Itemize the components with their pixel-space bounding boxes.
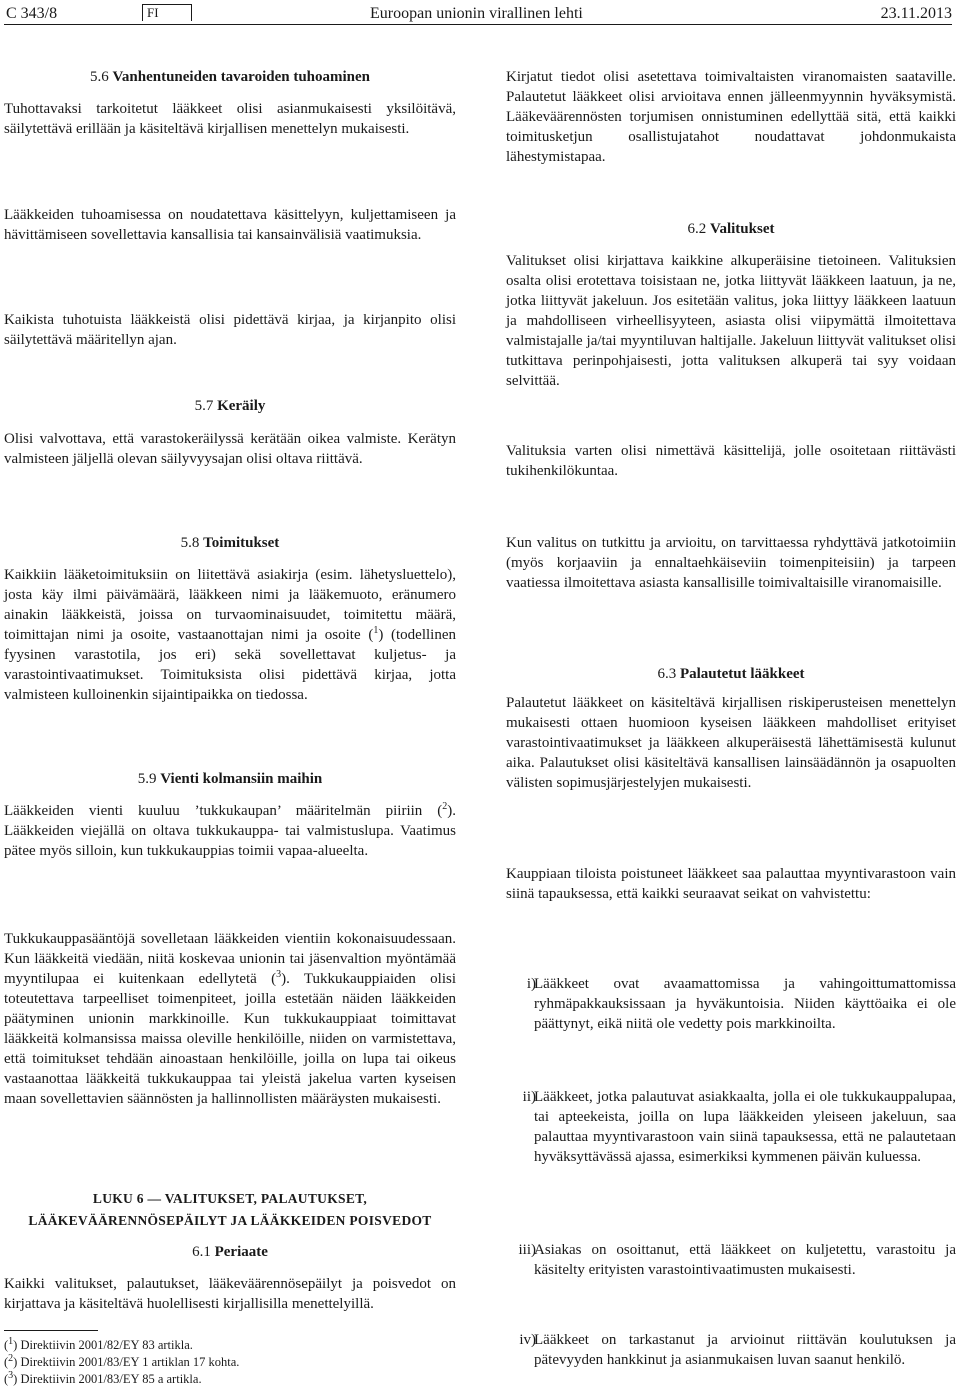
publication-date: 23.11.2013 xyxy=(880,5,952,22)
paragraph: Kaikista tuhotuista lääkkeistä olisi pidettävä kirjaa, ja kirjanpito olisi säilytettävä määritellyn ajan. xyxy=(4,312,456,348)
paragraph: Kaikkiin lääketoimituksiin on liitettävä asiakirja (esim. lähetysluettelo), josta käy ilmi päivämäärä, lääkkeen nimi ja lääkemuoto, eränumero ainakin lääkkeistä, joissa on turvaominaisuudet, toimitettu määrä, toimittajan nimi ja osoite, vastaanottajan nimi ja osoite ($^1$) (todellinen fyysinen varastotila, jos eri) sekä sovellettavat kuljetus- ja varastointivaatimukset. Toimituksista olisi pidettävä kirjaa, jotta valmisteen kulloinenkin sijaintipaikka on tiedossa. xyxy=(4,567,456,703)
section-5-7-heading xyxy=(4,396,456,416)
section-number: 5.7 xyxy=(194,398,214,414)
paragraph: Kaikki valitukset, palautukset, lääkeväärennösepäilyt ja poisvedot on kirjattava ja käsiteltävä huolellisesti kirjallisilla menettelyillä. xyxy=(4,1276,456,1312)
language-box: FI xyxy=(142,4,192,21)
paragraph: Tuhottavaksi tarkoitetut lääkkeet olisi asianmukaisesti yksilöitävä, säilytettävä erillään ja käsiteltävä kirjallisen menettelyn mukaisesti. xyxy=(4,101,456,137)
paragraph: Kun valitus on tutkittu ja arvioitu, on tarvittaessa ryhdyttävä jatkotoimiin (myös korjaaviin ja ennaltaehkäiseviin toimenpiteisiin) ja tarpeen vaatiessa ilmoitettava asiasta kansallisille toimivaltaisille viranomaisille. xyxy=(506,535,956,591)
section-title: Vanhentuneiden tavaroiden tuhoaminen xyxy=(112,69,371,85)
section-number: 5.9 xyxy=(137,771,157,787)
section-5-9-heading xyxy=(4,769,456,789)
section-6-1-heading xyxy=(4,1242,456,1262)
section-number: 6.2 xyxy=(687,221,707,237)
section-6-2-heading xyxy=(506,219,956,239)
header-divider xyxy=(4,24,952,25)
list-item-text: Lääkkeet ovat avaamattomissa ja vahingoittumattomissa ryhmäpakkauksissaan ja hyväkuntoisia. Niiden käyttöaika ei ole päättynyt, eikä niitä ole vedetty pois markkinoilta. xyxy=(534,976,956,1032)
section-title: Palautetut lääkkeet xyxy=(679,666,805,682)
paragraph: Lääkkeiden vienti kuuluu ’tukkukaupan’ määritelmän piiriin ($^2$). Lääkkeiden viejällä on oltava tukkukauppa- tai valmistuslupa. Vaatimus pätee myös silloin, kun tukkukauppias toimii vapaa-alueelta. xyxy=(4,801,456,859)
footnotes xyxy=(4,1337,456,1388)
journal-title: Euroopan unionin virallinen lehti xyxy=(370,5,583,22)
section-number: 5.6 xyxy=(89,69,109,85)
list-item-label: iv) xyxy=(519,1332,536,1348)
list-item-label: iii) xyxy=(518,1242,536,1258)
footnote: ($^1$) Direktiivin 2001/82/EY 83 artikla. xyxy=(4,1335,193,1352)
footnote: ($^2$) Direktiivin 2001/83/EY 1 artiklan 17 kohta. xyxy=(4,1352,240,1369)
section-title: Valitukset xyxy=(710,221,775,237)
paragraph: Valituksia varten olisi nimettävä käsittelijä, jolle osoitetaan riittävästi tukihenkilökuntaa. xyxy=(506,443,956,479)
chapter-heading-line: LUKU 6 — VALITUKSET, PALAUTUKSET, xyxy=(92,1191,368,1206)
footnote-ref[interactable]: 1 xyxy=(373,625,379,636)
footnote-divider xyxy=(4,1330,98,1331)
paragraph: Lääkkeiden tuhoamisessa on noudatettava käsittelyyn, kuljettamiseen ja hävittämiseen sovellettavia kansallisia tai kansainvälisiä vaatimuksia. xyxy=(4,207,456,243)
paragraph: Kauppiaan tiloista poistuneet lääkkeet saa palauttaa myyntivarastoon vain siinä tapauksessa, että kaikki seuraavat seikat on vahvistettu: xyxy=(506,866,956,902)
list-item xyxy=(506,1240,956,1282)
list-item-text: Lääkkeet on tarkastanut ja arvioinut riittävän koulutuksen ja pätevyyden hankkinut ja asianmukaisen luvan saanut henkilö. xyxy=(534,1332,956,1368)
list-item-label: ii) xyxy=(522,1089,536,1105)
list-item xyxy=(506,1330,956,1392)
journal-series: C 343/8 xyxy=(6,5,58,22)
paragraph: Kirjatut tiedot olisi asetettava toimivaltaisten viranomaisten saataville. Palautetut lääkkeet olisi arvioitava ennen jälleenmyynnin hyväksymistä. Lääkeväärennösten torjumisen onnistuminen edellyttää sitä, että kaikki toimitusketjun osallistujatahot noudattavat johdonmukaista lähestymistapaa. xyxy=(506,69,956,165)
section-5-8-heading xyxy=(4,533,456,553)
section-title: Periaate xyxy=(214,1244,268,1260)
section-6-3-heading xyxy=(506,664,956,684)
list-item-text: Lääkkeet, jotka palautuvat asiakkaalta, jolla ei ole tukkukauppalupaa, tai apteekeista, joilla on lupa lääkkeiden yleiseen jakeluun, saa palauttaa myyntivarastoon vain siinä tapauksessa, että ne palautetaan hyväksyttävässä ajassa, esimerkiksi kymmenen päivän kuluessa. xyxy=(534,1089,956,1165)
section-5-6-heading xyxy=(4,67,456,87)
section-number: 6.1 xyxy=(192,1244,211,1260)
paragraph: Tukkukauppasääntöjä sovelletaan lääkkeiden vientiin kokonaisuudessaan. Kun lääkkeitä viedään, niitä koskevaa unionin tai jäsenvaltion myöntämää myyntilupaa ei kuitenkaan edellytetä ($^3$). Tukkukauppiaiden olisi toteutettava tarpeelliset toimenpiteet, joilla estetään näiden lääkkeiden päätyminen unionin markkinoille. Kun tukkukauppiaat toimittavat lääkkeitä kolmansissa maissa oleville henkilöille, niiden on varmistettava, että toimitukset tehdään ainoastaan henkilöille, joilla on lupa tai oikeus vastaanottaa lääkkeitä tukkukauppaa tai yleistä jakelua varten kyseisen maan sovellettavien säännösten ja hallinnollisten määräysten mukaisesti. xyxy=(4,931,456,1107)
chapter-heading xyxy=(4,1188,456,1232)
footnote: ($^3$) Direktiivin 2001/83/EY 85 a artikla. xyxy=(4,1369,202,1386)
section-title: Keräily xyxy=(217,398,266,414)
list-item xyxy=(506,974,956,1038)
list-item xyxy=(506,1087,956,1191)
paragraph: Valitukset olisi kirjattava kaikkine alkuperäisine tietoineen. Valituksien osalta olisi erotettava toisistaan ne, jotka liittyvät lääkkeen laatuun, ja ne, jotka liittyvät jakeluun. Jos esitetään valitus, joka liittyy lääkkeen laatuun ja mahdolliseen virheellisyyteen, asiasta olisi viipymättä ilmoitettava valmistajalle ja/tai myyntiluvan haltijalle. Jakeluun liittyvät valitukset olisi tutkittava perinpohjaisesti, jotta valituksen alkuperä tai syy voidaan selvittää. xyxy=(506,253,956,389)
page-header xyxy=(6,4,952,26)
footnote-ref[interactable]: 2 xyxy=(442,801,448,812)
paragraph: Palautetut lääkkeet on käsiteltävä kirjallisen riskiperusteisen menettelyn mukaisesti ottaen huomioon kyseisen lääkkeen mahdolliset erityiset varastointivaatimukset ja lääkkeen alkuperäisestä lähettämisestä kulunut aika. Palautukset olisi käsiteltävä kansallisen lainsäädännön ja osapuolten välisten sopimusjärjestelyjen mukaisesti. xyxy=(506,695,956,791)
section-title: Vienti kolmansiin maihin xyxy=(160,771,323,787)
footnote-ref[interactable]: 3 xyxy=(276,969,282,980)
chapter-heading-line: LÄÄKEVÄÄRENNÖSEPÄILYT JA LÄÄKKEIDEN POISVEDOT xyxy=(28,1213,432,1228)
section-title: Toimitukset xyxy=(203,535,280,551)
list-item-label: i) xyxy=(526,976,536,992)
section-number: 5.8 xyxy=(180,535,200,551)
paragraph: Olisi valvottava, että varastokeräilyssä kerätään oikea valmiste. Kerätyn valmisteen jäljellä olevan säilyvyysajan olisi oltava riittävä. xyxy=(4,431,456,467)
section-number: 6.3 xyxy=(657,666,677,682)
list-item-text: Asiakas on osoittanut, että lääkkeet on kuljetettu, varastoitu ja käsitelty erityisten varastointivaatimusten mukaisesti. xyxy=(534,1242,956,1278)
